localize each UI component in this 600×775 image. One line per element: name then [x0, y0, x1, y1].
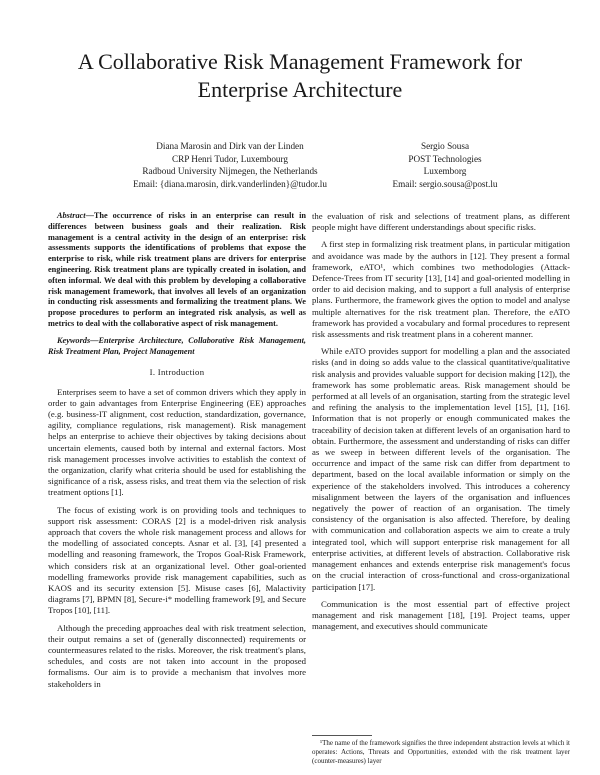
footnote [312, 739, 570, 766]
author-names: Sergio Sousa [420, 141, 470, 151]
body-paragraph: The focus of existing work is on providing tools and techniques to support risk assessment: CORAS [2] is a model-driven risk analysis approach that covers the whole risk management process and allows for the modelling of associated concepts. Asnar et al. [3], [4] presented a modelling and reasoning framework, the Tropos Goal-Risk Framework, which considers risk at an organizational level. Other goal-oriented modelling frameworks provide risk management capabilities, such as KAOS and its security extension [5]. Misuse cases [6], Malactivity diagrams [7], BPMN [8], Secure-i* modelling framework [9], and Secure Tropos [10], [11]. [48, 504, 306, 616]
keywords [48, 336, 306, 358]
keywords-label: Keywords [57, 335, 91, 345]
abstract-text: —The occurrence of risks in an enterprise can result in differences between business goals and their realization. Risk management is a central activity in the design of an enterprise: risk assessments supports the identifications of problems that expose the enterprise to risk, while risk treatment plans are drivers for enterprise engineering. Risk treatment plans are typically created in isolation, and often informal. We deal with this problem by developing a collaborative risk management framework, that involves all levels of an organization in conducting risk assessments and formalizing the treatment plans. We propose procedures to perform an integrated risk analysis, as well as metrics to deal with the collaborative aspect of risk management. [48, 211, 306, 328]
title-line-1: A Collaborative Risk Management Framework for [77, 49, 523, 74]
footnote-text: ¹The name of the framework signifies the three independent abstraction levels at which it operates: Actions, Threats and Opportunities, extended with the risk treatment layer (counter-measures) layer [312, 739, 570, 765]
body-paragraph: Although the preceding approaches deal with risk treatment selection, their output remains a set of (generally disconnected) requirements or countermeasures related to the risks. Moreover, the risk treatment's plans, schedules, and costs are not taken into account in the proposed formalisms. Our aim is to provide a mechanism that involves more stakeholders in [48, 622, 306, 689]
author-email: Email: {diana.marosin, dirk.vanderlinden}@tudor.lu [133, 178, 327, 189]
abstract-label: Abstract [57, 211, 86, 220]
left-column [48, 211, 306, 696]
right-column [312, 211, 570, 638]
keywords-text: —Enterprise Architecture, Collaborative Risk Management, Risk Treatment Plan, Project Management [48, 335, 306, 356]
author-email: Email: sergio.sousa@post.lu [392, 178, 498, 189]
author-affiliation: Luxemborg [423, 166, 467, 177]
abstract [48, 211, 306, 330]
body-paragraph: the evaluation of risk and selections of treatment plans, as different people might have different understandings about specific risks. [312, 211, 570, 233]
author-affiliation: POST Technologies [408, 153, 482, 164]
author-block-1 [95, 140, 365, 190]
body-paragraph: Enterprises seem to have a set of common drivers which they apply in order to gain advantages from Enterprise Engineering (EE) approaches (e.g. business-IT alignment, cost reduction, standardization, governance, agility, compliance regulations, risk management). Risk management helps an enterprise to achieve their objectives by taking decisions about uncertain elements, caused both by internal and external factors. Most risk management processes involve activities to establish the context of the organization, clarify what criteria should be used for establishing the significance of a risk, assess risks, and treat them via the selection of risk treatment options [1]. [48, 386, 306, 498]
paper-title [0, 48, 600, 104]
author-affiliation: CRP Henri Tudor, Luxembourg [171, 153, 289, 164]
author-affiliation: Radboud University Nijmegen, the Netherlands [142, 166, 318, 177]
author-block-2 [360, 140, 530, 190]
title-line-2: Enterprise Architecture [197, 77, 403, 102]
author-names: Diana Marosin and Dirk van der Linden [156, 141, 304, 151]
body-paragraph: Communication is the most essential part of effective project management and risk management [18], [19]. Project teams, upper management, and executives should communicate [312, 598, 570, 632]
body-paragraph: A first step in formalizing risk treatment plans, in particular mitigation and avoidance was made by the authors in [12]. They present a formal framework, eATO¹, which combines two methodologies (Attack-Defence-Trees from IT security [13], [14] and goal-oriented modelling in order to aid decision making, and to support a full analysis of enterprise plans. Furthermore, the framework gives the option to model and analyse multiple alternatives for the risk treatment plan. Therefore, the eATO framework has provided a vocabulary and formal procedures to represent risk assessments and risk treatment plans in a coherent manner. [312, 239, 570, 340]
body-paragraph: While eATO provides support for modelling a plan and the associated risks (and in doing so adds value to the classical quantitative/qualitative risk analysis and provides valuable support for decision making [12]), the framework has some problematic areas. Risk management should be performed at all levels of an organisation, starting from the strategic level and refining the analysis to the implementation level [15], [1], [16]. Information that is not properly or enough communicated makes the traceability of decision taken at different levels of an organisation hard to obtain. Furthermore, the assessment and understanding of risks can differ as we sweep in between different levels of the organisation. The occurrence and impact of the same risk can differ from department to department, based on the local available information or simply on the experience of the stakeholders involved. This introduces a coherency misalignment between the layers of the organisation and influences negatively the power of reaction of an organisation. The timely consistency of the organisation is also affected. Therefore, by dealing with communication and collaboration aspects we aim to create a truly integrated tool, which will support enterprise risk management for all enterprise activities, at different levels of abstraction. Collaborative risk management enhances and extends enterprise risk management's focus on the crucial interaction of cross-functional and cross-organizational participation [17]. [312, 346, 570, 592]
section-heading: I. Introduction [149, 367, 205, 378]
footnote-rule [312, 735, 372, 736]
